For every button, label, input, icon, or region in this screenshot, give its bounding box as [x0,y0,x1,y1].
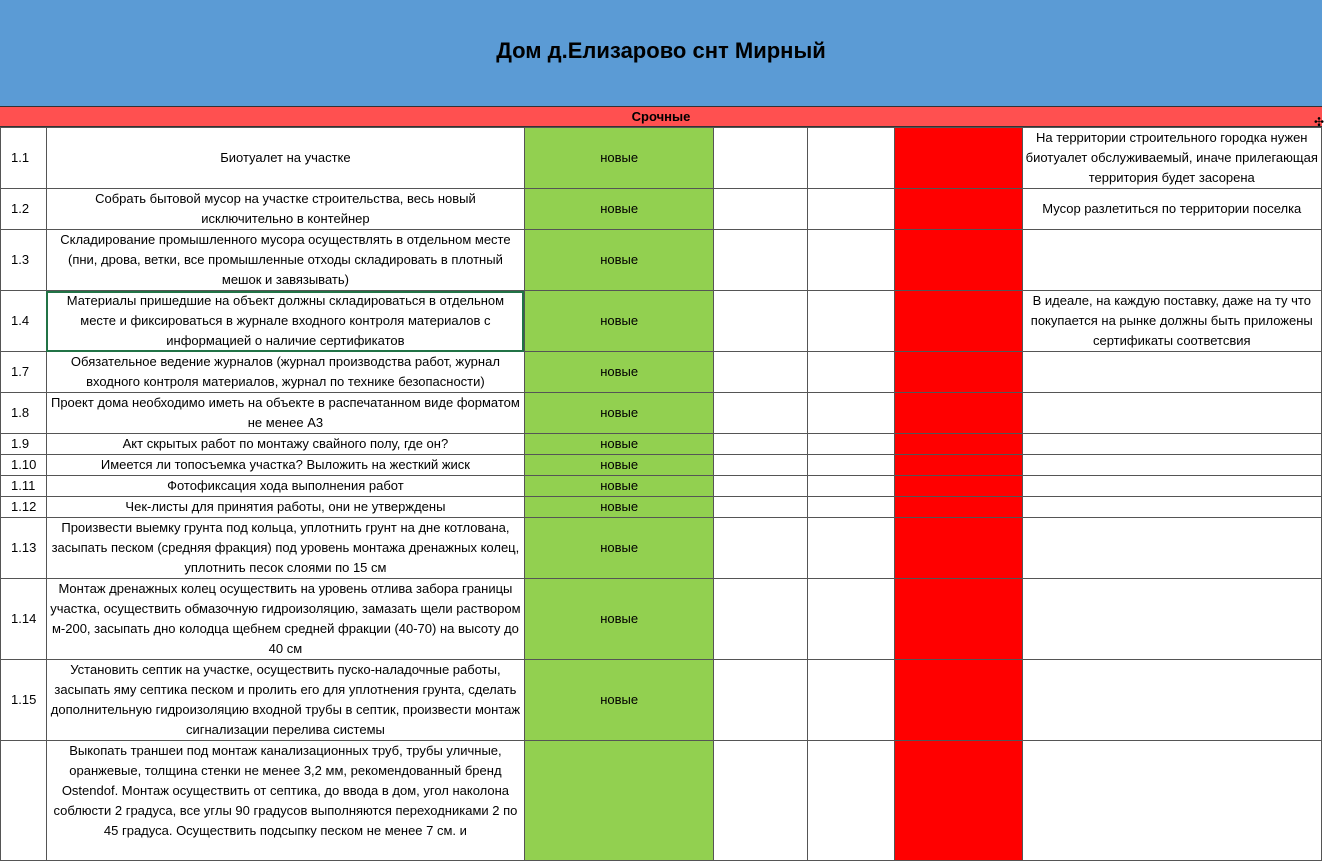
note-cell[interactable] [1022,497,1321,518]
task-cell[interactable]: Материалы пришедшие на объект должны складироваться в отдельном месте и фиксироваться в журнале входного контроля материалов с информацией о наличие сертификатов [46,291,524,352]
table-row [1,434,1322,455]
status-cell[interactable]: новые [524,434,714,455]
empty-cell[interactable] [714,741,808,861]
empty-cell[interactable] [808,579,895,660]
row-number-cell[interactable]: 1.8 [1,393,47,434]
empty-cell[interactable] [714,476,808,497]
status-cell[interactable]: новые [524,518,714,579]
empty-cell[interactable] [714,579,808,660]
table-row [1,189,1322,230]
table-row [1,476,1322,497]
row-number-cell[interactable]: 1.11 [1,476,47,497]
empty-cell[interactable] [714,128,808,189]
table-row [1,352,1322,393]
section-header-cell[interactable] [0,107,1322,127]
status-cell[interactable]: новые [524,455,714,476]
priority-cell[interactable] [894,189,1022,230]
empty-cell[interactable] [808,497,895,518]
note-cell[interactable] [1022,660,1321,741]
task-cell[interactable]: Складирование промышленного мусора осуществлять в отдельном месте (пни, дрова, ветки, все промышленные отходы складировать в плотный мешок и завязывать) [46,230,524,291]
status-cell[interactable]: новые [524,352,714,393]
status-cell[interactable] [524,741,714,861]
task-cell[interactable]: Чек-листы для принятия работы, они не утверждены [46,497,524,518]
status-cell[interactable]: новые [524,660,714,741]
task-cell[interactable]: Биотуалет на участке [46,128,524,189]
empty-cell[interactable] [808,128,895,189]
status-cell[interactable]: новые [524,128,714,189]
task-cell[interactable]: Обязательное ведение журналов (журнал производства работ, журнал входного контроля материалов, журнал по технике безопасности) [46,352,524,393]
priority-cell[interactable] [894,518,1022,579]
priority-cell[interactable] [894,741,1022,861]
note-cell[interactable] [1022,393,1321,434]
empty-cell[interactable] [714,291,808,352]
empty-cell[interactable] [808,393,895,434]
empty-cell[interactable] [714,393,808,434]
row-number-cell[interactable]: 1.3 [1,230,47,291]
note-cell[interactable]: В идеале, на каждую поставку, даже на ту что покупается на рынке должны быть приложены сертификаты соответсвия [1022,291,1321,352]
row-number-cell[interactable]: 1.12 [1,497,47,518]
note-cell[interactable]: На территории строительного городка нужен биотуалет обслуживаемый, иначе прилегающая территория будет засорена [1022,128,1321,189]
task-cell[interactable]: Выкопать траншеи под монтаж канализационных труб, трубы уличные, оранжевые, толщина стенки не менее 3,2 мм, рекомендованный бренд Ostendof. Монтаж осуществить от септика, до ввода в дом, угол наколона соблюсти 2 градуса, все углы 90 градусов выполняются переходниками 2 по 45 градуса. Осуществить подсыпку песком не менее 7 см. и [46,741,524,861]
note-cell[interactable] [1022,352,1321,393]
note-cell[interactable] [1022,518,1321,579]
row-number-cell[interactable]: 1.9 [1,434,47,455]
table-row [1,291,1322,352]
row-number-cell[interactable]: 1.2 [1,189,47,230]
priority-cell[interactable] [894,393,1022,434]
table-row [1,579,1322,660]
status-cell[interactable]: новые [524,497,714,518]
priority-cell[interactable] [894,455,1022,476]
status-cell[interactable]: новые [524,291,714,352]
table-row [1,497,1322,518]
priority-cell[interactable] [894,476,1022,497]
task-cell[interactable]: Имеется ли топосъемка участка? Выложить на жесткий жиск [46,455,524,476]
table-row [1,518,1322,579]
note-cell[interactable] [1022,579,1321,660]
table-row [1,230,1322,291]
empty-cell[interactable] [714,434,808,455]
row-number-cell[interactable]: 1.14 [1,579,47,660]
table-row [1,393,1322,434]
table-row [1,128,1322,189]
empty-cell[interactable] [714,497,808,518]
row-number-cell[interactable]: 1.13 [1,518,47,579]
title-cell[interactable] [0,0,1322,107]
row-number-cell[interactable]: 1.7 [1,352,47,393]
status-cell[interactable]: новые [524,230,714,291]
empty-cell[interactable] [808,434,895,455]
task-cell[interactable]: Проект дома необходимо иметь на объекте в распечатанном виде форматом не менее А3 [46,393,524,434]
empty-cell[interactable] [808,352,895,393]
note-cell[interactable]: Мусор разлетиться по территории поселка [1022,189,1321,230]
priority-cell[interactable] [894,352,1022,393]
status-cell[interactable]: новые [524,393,714,434]
priority-cell[interactable] [894,291,1022,352]
status-cell[interactable]: новые [524,579,714,660]
empty-cell[interactable] [714,455,808,476]
cursor-move-icon: ✣ [1314,115,1324,129]
empty-cell[interactable] [714,230,808,291]
empty-cell[interactable] [808,455,895,476]
row-number-cell[interactable] [1,741,47,861]
note-cell[interactable] [1022,434,1321,455]
table-row [1,455,1322,476]
empty-cell[interactable] [808,291,895,352]
note-cell[interactable] [1022,455,1321,476]
task-cell[interactable]: Собрать бытовой мусор на участке строительства, весь новый исключительно в контейнер [46,189,524,230]
section-title: Срочные [631,109,691,124]
task-cell[interactable]: Акт скрытых работ по монтажу свайного полу, где он? [46,434,524,455]
empty-cell[interactable] [714,660,808,741]
priority-cell[interactable] [894,497,1022,518]
note-cell[interactable] [1022,476,1321,497]
priority-cell[interactable] [894,230,1022,291]
empty-cell[interactable] [808,230,895,291]
task-table [0,127,1322,861]
sheet-title: Дом д.Елизарово снт Мирный [496,38,826,63]
note-cell[interactable] [1022,741,1321,861]
priority-cell[interactable] [894,128,1022,189]
priority-cell[interactable] [894,579,1022,660]
priority-cell[interactable] [894,434,1022,455]
priority-cell[interactable] [894,660,1022,741]
task-cell[interactable]: Монтаж дренажных колец осуществить на уровень отлива забора границы участка, осуществить обмазочную гидроизоляцию, замазать щели раствором м-200, засыпать дно колодца щебнем средней фракции (40-70) на высоту до 40 см [46,579,524,660]
empty-cell[interactable] [808,189,895,230]
empty-cell[interactable] [808,518,895,579]
note-cell[interactable] [1022,230,1321,291]
table-row [1,741,1322,861]
status-cell[interactable]: новые [524,189,714,230]
row-number-cell[interactable]: 1.1 [1,128,47,189]
task-cell[interactable]: Установить септик на участке, осуществить пуско-наладочные работы, засыпать яму септика песком и пролить его для уплотнения грунта, сделать дополнительную гидроизоляцию входной трубы в септик, произвести монтаж сигнализации перелива системы [46,660,524,741]
empty-cell[interactable] [714,518,808,579]
empty-cell[interactable] [808,476,895,497]
status-cell[interactable]: новые [524,476,714,497]
task-cell[interactable]: Фотофиксация хода выполнения работ [46,476,524,497]
empty-cell[interactable] [714,352,808,393]
row-number-cell[interactable]: 1.10 [1,455,47,476]
empty-cell[interactable] [714,189,808,230]
empty-cell[interactable] [808,660,895,741]
task-cell[interactable]: Произвести выемку грунта под кольца, уплотнить грунт на дне котлована, засыпать песком (средняя фракция) под уровень монтажа дренажных колец, уплотнить песок слоями по 15 см [46,518,524,579]
row-number-cell[interactable]: 1.15 [1,660,47,741]
table-row [1,660,1322,741]
row-number-cell[interactable]: 1.4 [1,291,47,352]
empty-cell[interactable] [808,741,895,861]
